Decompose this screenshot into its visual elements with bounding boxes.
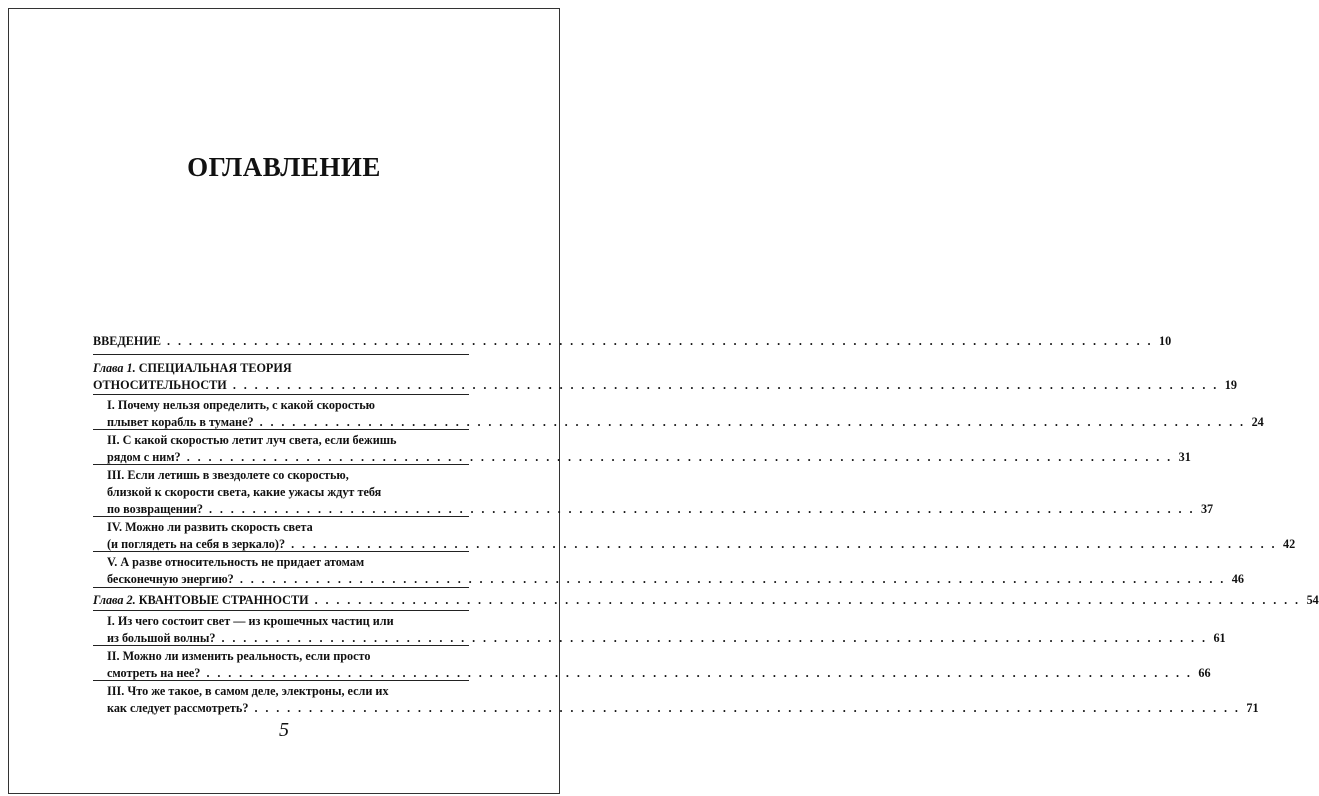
chapter-title-line2: ОТНОСИТЕЛЬНОСТИ — [93, 378, 227, 392]
toc-section — [107, 397, 1264, 431]
leader-dots — [240, 572, 1226, 586]
chapter-label: Глава 1. — [93, 361, 136, 375]
toc-section — [107, 519, 1296, 553]
separator-line — [93, 551, 469, 552]
chapter-label: Глава 2. — [93, 593, 136, 607]
section-title-line: I. Почему нельзя определить, с какой скоростью — [107, 398, 375, 412]
toc-section — [107, 432, 1191, 466]
separator-line — [93, 394, 469, 395]
section-title-last: как следует рассмотреть? — [107, 701, 249, 715]
section-title-last: плывет корабль в тумане? — [107, 415, 254, 429]
section-title-line: III. Если летишь в звездолете со скоростью, — [107, 468, 349, 482]
separator-line — [93, 429, 469, 430]
leader-dots — [167, 334, 1153, 348]
section-page: 37 — [1200, 502, 1214, 516]
toc-section — [107, 554, 1244, 588]
chapter-page: 19 — [1224, 378, 1237, 392]
toc-chapter-2 — [93, 592, 1319, 609]
page-number: 5 — [279, 719, 289, 741]
leader-dots — [233, 378, 1219, 392]
leader-dots — [206, 666, 1192, 680]
section-title-line: II. С какой скоростью летит луч света, если бежишь — [107, 433, 397, 447]
leader-dots — [260, 415, 1246, 429]
section-title-line: III. Что же такое, в самом деле, электроны, если их — [107, 684, 389, 698]
separator-line — [93, 610, 469, 611]
toc-entry-intro — [93, 333, 1172, 350]
section-page: 61 — [1213, 631, 1226, 645]
leader-dots — [222, 631, 1208, 645]
leader-dots — [315, 593, 1301, 607]
separator-line — [93, 464, 469, 465]
toc-section — [107, 613, 1226, 647]
chapter-title-line1: КВАНТОВЫЕ СТРАННОСТИ — [138, 593, 309, 607]
section-page: 31 — [1178, 450, 1191, 464]
section-title-last: смотреть на нее? — [107, 666, 201, 680]
section-title-line: IV. Можно ли развить скорость света — [107, 520, 313, 534]
separator-line — [93, 354, 469, 355]
book-page — [8, 8, 1319, 794]
separator-line — [93, 516, 469, 517]
leader-dots — [291, 537, 1277, 551]
section-page: 66 — [1198, 666, 1211, 680]
toc-entry-title: ВВЕДЕНИЕ — [93, 334, 161, 348]
toc-entry-page: 10 — [1158, 334, 1172, 348]
section-title-last: рядом с ним? — [107, 450, 181, 464]
section-title-line: II. Можно ли изменить реальность, если просто — [107, 649, 371, 663]
section-page: 46 — [1231, 572, 1244, 586]
section-title-last: по возвращении? — [107, 502, 203, 516]
chapter-page: 54 — [1306, 593, 1319, 607]
toc-chapter-1 — [93, 360, 1237, 394]
section-title-last: бесконечную энергию? — [107, 572, 234, 586]
section-page: 24 — [1251, 415, 1264, 429]
toc-section — [107, 467, 1214, 518]
section-page: 42 — [1283, 537, 1296, 551]
section-title-last: из большой волны? — [107, 631, 216, 645]
toc-section — [107, 683, 1259, 717]
section-title-last: (и поглядеть на себя в зеркало)? — [107, 537, 286, 551]
leader-dots — [254, 701, 1240, 715]
separator-line — [93, 587, 469, 588]
section-title-line: I. Из чего состоит свет — из крошечных частиц или — [107, 614, 394, 628]
page-title: ОГЛАВЛЕНИЕ — [187, 152, 381, 182]
separator-line — [93, 680, 469, 681]
chapter-title-line1: СПЕЦИАЛЬНАЯ ТЕОРИЯ — [138, 361, 292, 375]
toc-section — [107, 648, 1211, 682]
leader-dots — [187, 450, 1173, 464]
leader-dots — [209, 502, 1195, 516]
section-title-line: близкой к скорости света, какие ужасы ждут тебя — [107, 485, 382, 499]
section-title-line: V. А разве относительность не придает атомам — [107, 555, 365, 569]
section-page: 71 — [1246, 701, 1259, 715]
separator-line — [93, 645, 469, 646]
